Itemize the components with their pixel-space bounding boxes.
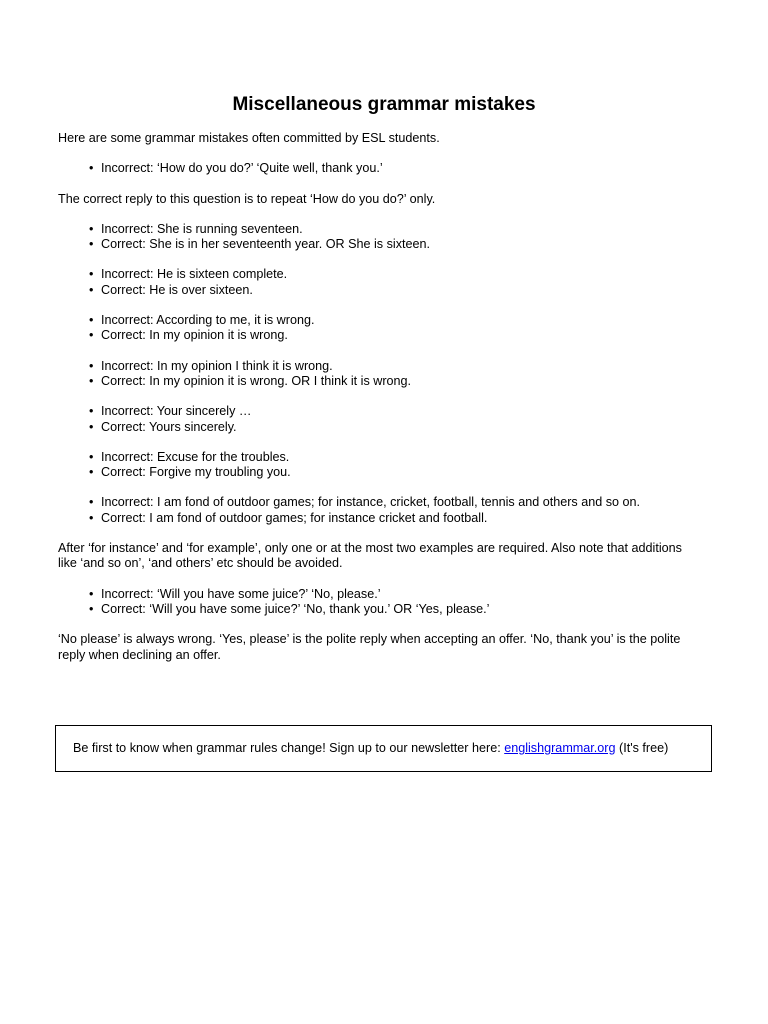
- example-list: [58, 222, 698, 253]
- list-item: • Correct: I am fond of outdoor games; for instance cricket and football.: [101, 511, 698, 526]
- list-item: • Correct: Yours sincerely.: [101, 420, 698, 435]
- newsletter-suffix: (It's free): [615, 741, 669, 755]
- intro-paragraph: Here are some grammar mistakes often committed by ESL students.: [58, 131, 440, 145]
- example-list: [58, 495, 698, 526]
- list-item: • Incorrect: He is sixteen complete.: [101, 267, 698, 282]
- example-list: [58, 450, 698, 481]
- example-list: [58, 587, 698, 618]
- newsletter-text: Be first to know when grammar rules change! Sign up to our newsletter here:: [73, 741, 505, 755]
- example-list: [58, 359, 698, 390]
- list-item: • Correct: In my opinion it is wrong.: [101, 328, 698, 343]
- list-item: • Incorrect: ‘Will you have some juice?’ ‘No, please.’: [101, 587, 698, 602]
- body-paragraph: After ‘for instance’ and ‘for example’, only one or at the most two examples are required. Also note that additions like ‘and so on’, ‘and others’ etc should be avoided.: [58, 541, 682, 571]
- body-paragraph: The correct reply to this question is to repeat ‘How do you do?’ only.: [58, 191, 436, 206]
- article-blocks: [58, 161, 698, 663]
- list-item: • Incorrect: I am fond of outdoor games; for instance, cricket, football, tennis and others and so on.: [101, 495, 698, 510]
- list-item: • Correct: She is in her seventeenth year. OR She is sixteen.: [101, 237, 698, 252]
- newsletter-link[interactable]: englishgrammar.org: [504, 741, 616, 755]
- example-list: [58, 267, 698, 298]
- list-item: • Incorrect: Excuse for the troubles.: [101, 450, 698, 465]
- list-item: • Correct: He is over sixteen.: [101, 283, 698, 298]
- list-item: • Correct: Forgive my troubling you.: [101, 465, 698, 480]
- body-paragraph: ‘No please’ is always wrong. ‘Yes, please’ is the polite reply when accepting an offer. ‘No, thank you’ is the polite reply when declining an offer.: [58, 632, 681, 662]
- list-item: • Correct: ‘Will you have some juice?’ ‘No, thank you.’ OR ‘Yes, please.’: [101, 602, 698, 617]
- list-item: • Incorrect: ‘How do you do?’ ‘Quite well, thank you.’: [101, 161, 698, 176]
- example-list: [58, 161, 698, 176]
- list-item: • Correct: In my opinion it is wrong. OR I think it is wrong.: [101, 374, 698, 389]
- example-list: [58, 313, 698, 344]
- page-title: Miscellaneous grammar mistakes: [232, 94, 536, 115]
- list-item: • Incorrect: According to me, it is wrong.: [101, 313, 698, 328]
- list-item: • Incorrect: In my opinion I think it is wrong.: [101, 359, 698, 374]
- list-item: • Incorrect: She is running seventeen.: [101, 222, 698, 237]
- newsletter-box: [55, 725, 712, 772]
- list-item: • Incorrect: Your sincerely …: [101, 404, 698, 419]
- article-body: [58, 131, 698, 678]
- example-list: [58, 404, 698, 435]
